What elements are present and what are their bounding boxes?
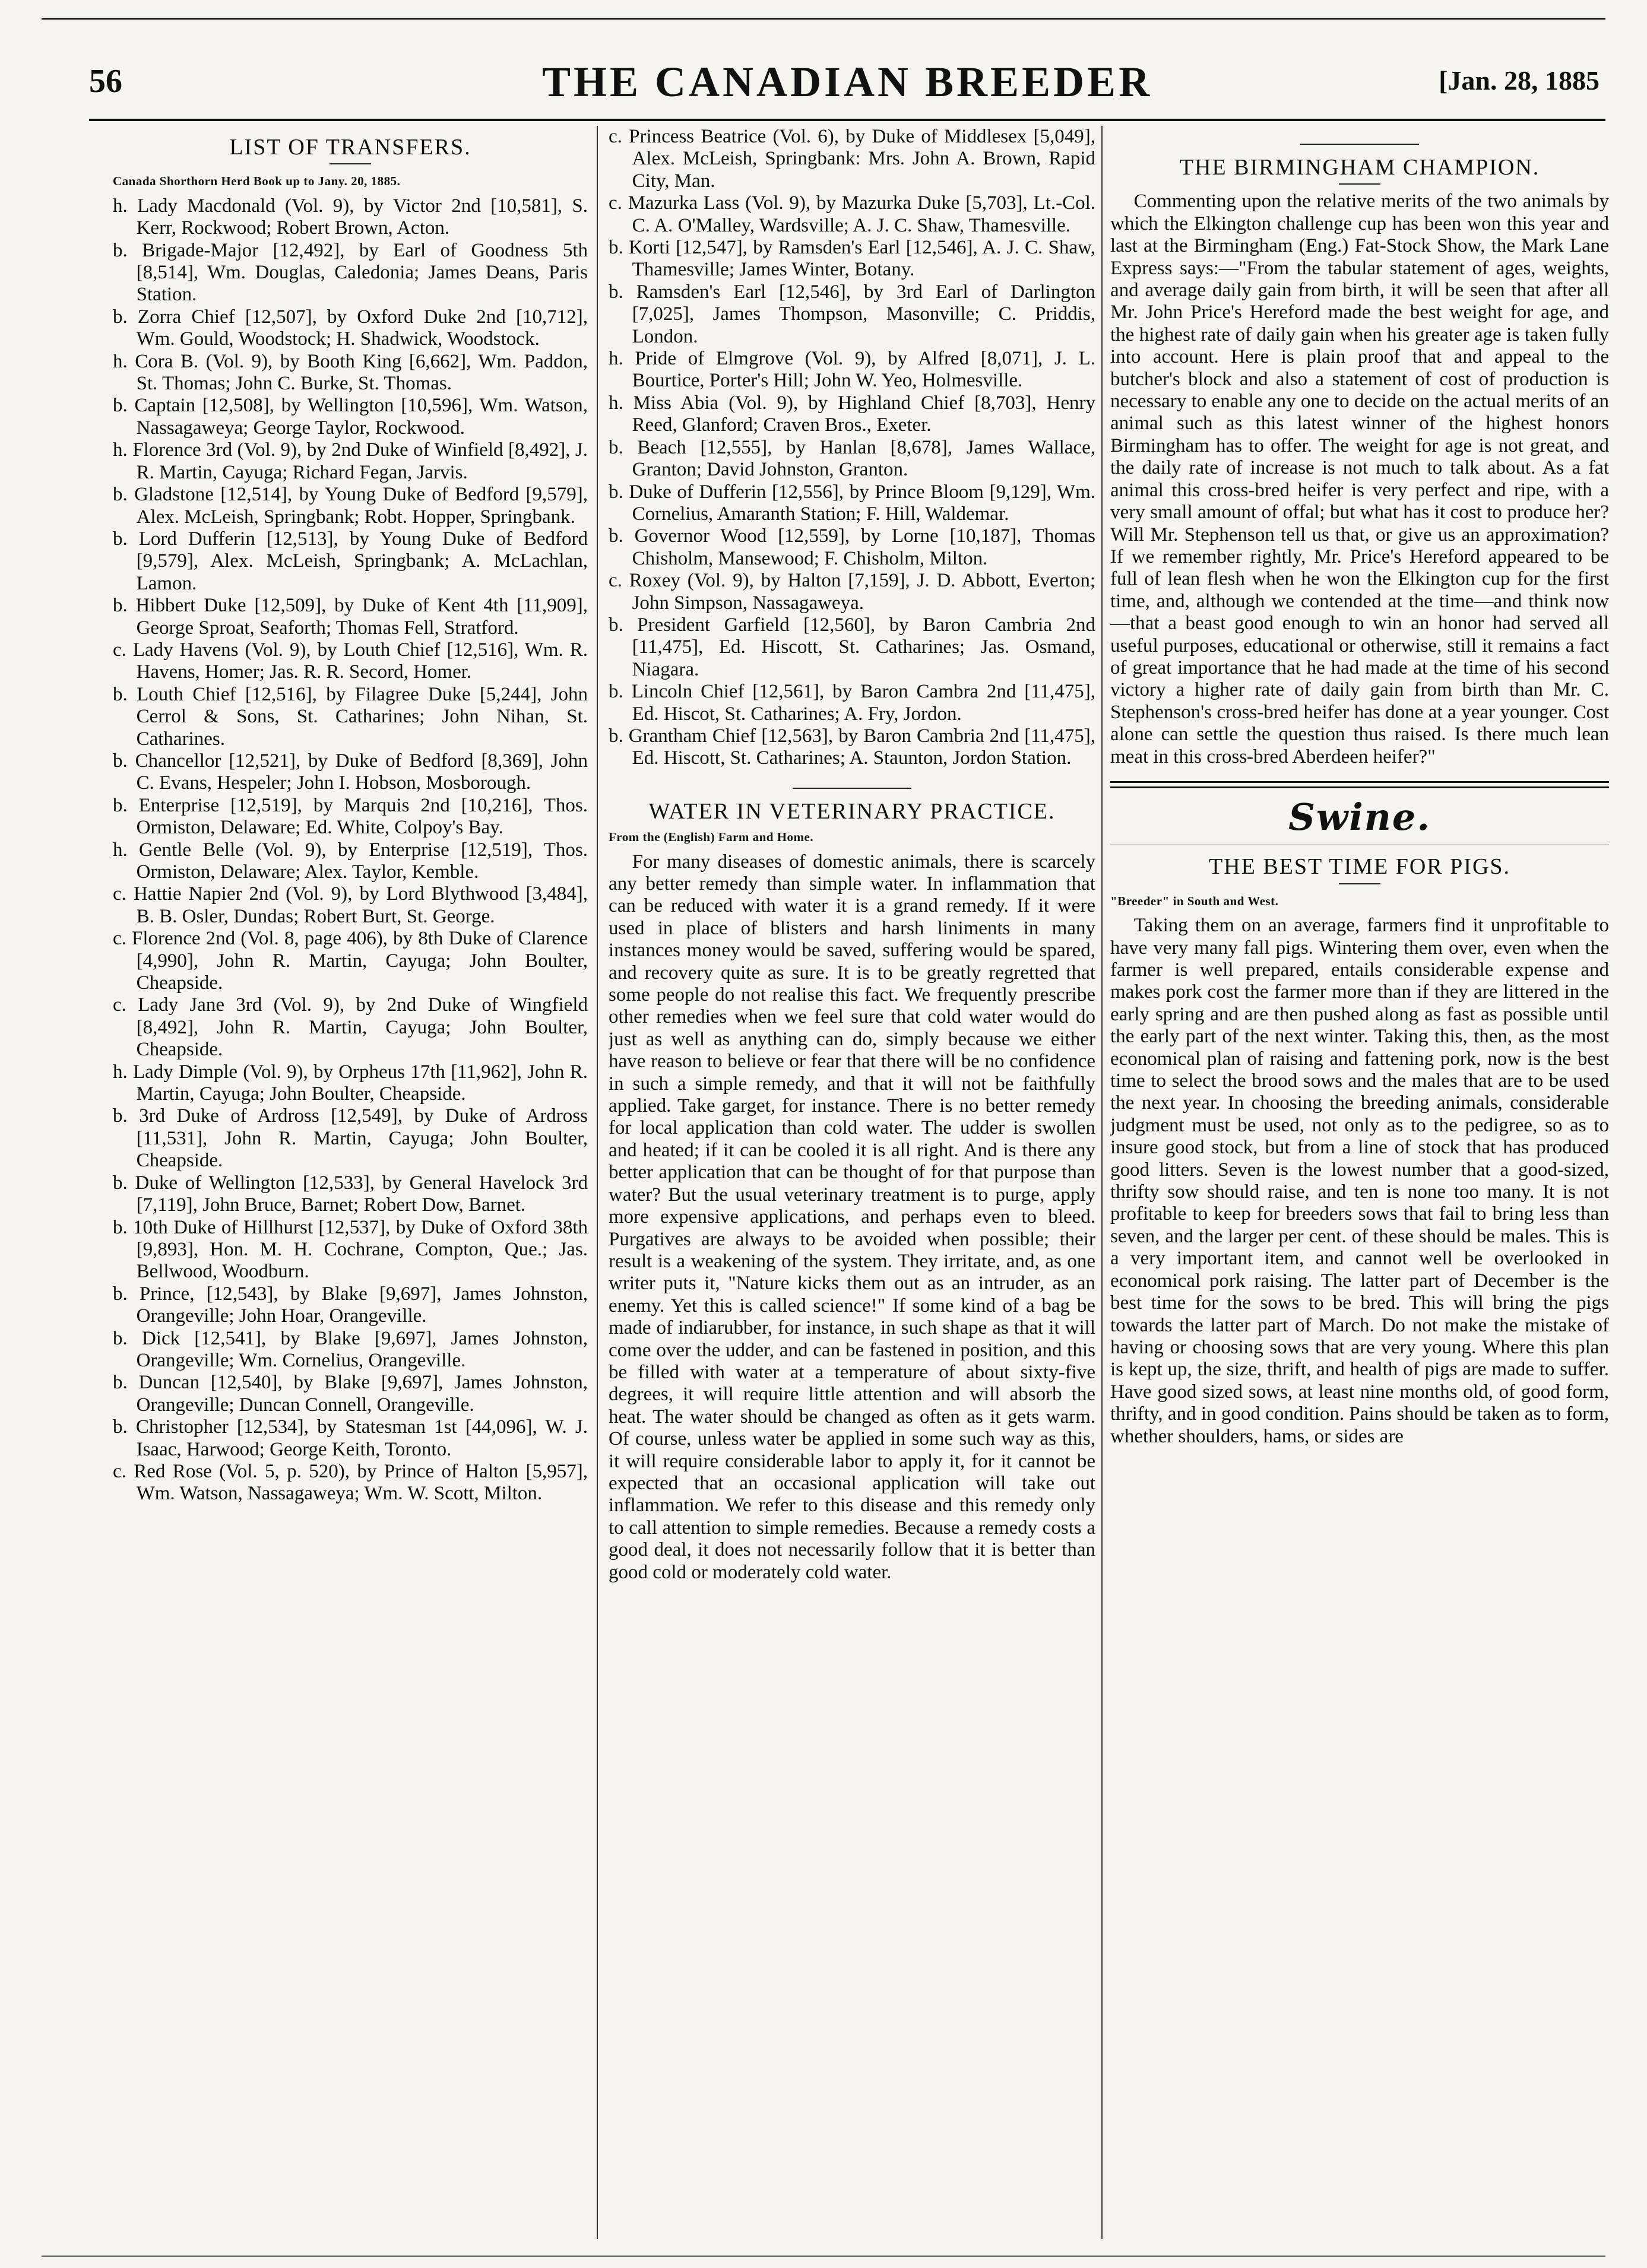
transfer-entry: b. Grantham Chief [12,563], by Baron Cambria 2nd [11,475], Ed. Hiscott, St. Catharines; A. Staunton, Jordon Station. (609, 725, 1095, 769)
section-title-swine: Swine. (1288, 795, 1431, 839)
heading-rule (330, 163, 371, 164)
page-number: 56 (89, 63, 122, 100)
transfer-entry: b. Louth Chief [12,516], by Filagree Duke [5,244], John Cerrol & Sons, St. Catharines; John Nihan, St. Catharines. (113, 683, 588, 750)
transfers-source: Canada Shorthorn Herd Book up to Jany. 20, 1885. (113, 174, 401, 189)
article-paragraph: Commenting upon the relative merits of the two animals by which the Elkington challenge cup has been won this year and last at the Birmingham (Eng.) Fat-Stock Show, the Mark Lane Express says:—"From the tabular statement of ages, weights, and average daily gain from birth, it will be seen that after all Mr. John Price's Hereford made the best weight for age, and the highest rate of daily gain when his greater age is taken fully into account. Here is plain proof that and appeal to the butcher's block and also a statement of cost of production is necessary to enable any one to decide on the actual merits of an animal such as this latest winner of the highest honors Birmingham has to offer. The weight for age is not great, and the daily rate of increase is not much to talk about. As a fat animal this cross-bred heifer is very perfect and ripe, with a very small amount of offal; but what has it cost to produce her? Will Mr. Stephenson tell us that, or give us an approximation? If we remember rightly, Mr. Price's Hereford appeared to be full of lean flesh when he won the Elkington cup for the first time, and, although we contended at the time—and think now—that a beast good enough to win an honor had served all useful purposes, educational or otherwise, still it remains a fact of great importance that he had made at the time of his second victory a higher rate of daily gain from birth than Mr. C. Stephenson's cross-bred heifer has done at a year younger. Cost alone can settle the question thus raised. Is there much lean meat in this cross-bred Aberdeen heifer?" (1110, 191, 1609, 767)
transfer-entry: h. Florence 3rd (Vol. 9), by 2nd Duke of Winfield [8,492], J. R. Martin, Cayuga; Richard Fegan, Jarvis. (113, 439, 588, 483)
column-3 (1110, 126, 1609, 2239)
transfer-entry: c. Mazurka Lass (Vol. 9), by Mazurka Duke [5,703], Lt.-Col. C. A. O'Malley, Wardsville; A. J. C. Shaw, Thamesville. (609, 192, 1095, 236)
transfer-entry: b. Lord Dufferin [12,513], by Young Duke of Bedford [9,579], Alex. McLeish, Springbank; A. McLachlan, Lamon. (113, 528, 588, 594)
pigs-source: "Breeder" in South and West. (1110, 893, 1279, 908)
transfer-entry: h. Pride of Elmgrove (Vol. 9), by Alfred [8,071], J. L. Bourtice, Porter's Hill; John W. Yeo, Holmesville. (609, 348, 1095, 392)
column-1 (113, 126, 588, 2239)
transfer-entry: b. Korti [12,547], by Ramsden's Earl [12,546], A. J. C. Shaw, Thamesville; James Winter, Botany. (609, 237, 1095, 281)
article-paragraph: Taking them on an average, farmers find it unprofitable to have very many fall pigs. Wintering them over, even when the farmer is well prepared, entails considerable expense and makes pork cost the farmer more than if they are littered in the early spring and are then pushed along as fast as possible until the early part of the next winter. Taking this, then, as the most economical plan of raising and fattening pork, now is the best time to select the brood sows and the males that are to be used the next year. In choosing the breeding animals, considerable judgment must be used, not only as to the pedigree, so as to insure good stock, but from a line of stock that has produced good litters. Seven is the lowest number that a good-sized, thrifty sow should raise, and ten is none too many. It is not profitable to keep for breeders sows that fail to bring less than seven, and the larger per cent. of these should be males. This is a very important item, and cannot well be overlooked in economical pork raising. The latter part of December is the best time for the sows to be bred. This will bring the pigs towards the latter part of March. Do not make the mistake of having or choosing sows that are very young. Where this plan is kept up, the size, thrift, and health of pigs are made to suffer. Have good sized sows, at least nine months old, of good form, thrifty, and in good condition. Pains should be taken as to form, whether shoulders, hams, or sides are (1110, 915, 1609, 1447)
publication-title: THE CANADIAN BREEDER (541, 58, 1153, 106)
top-rule (42, 18, 1605, 20)
water-source: From the (English) Farm and Home. (609, 830, 814, 845)
transfer-entry: b. Hibbert Duke [12,509], by Duke of Kent 4th [11,909], George Sproat, Seaforth; Thomas Fell, Stratford. (113, 595, 588, 639)
masthead (89, 58, 1605, 116)
transfer-entry: b. Dick [12,541], by Blake [9,697], James Johnston, Orangeville; Wm. Cornelius, Orangeville. (113, 1327, 588, 1371)
masthead-rule (89, 119, 1605, 121)
transfer-entry: b. Enterprise [12,519], by Marquis 2nd [10,216], Thos. Ormiston, Delaware; Ed. White, Colpoy's Bay. (113, 794, 588, 839)
transfer-entry: b. Christopher [12,534], by Statesman 1st [44,096], W. J. Isaac, Harwood; George Keith, Toronto. (113, 1416, 588, 1460)
transfer-entry: b. Governor Wood [12,559], by Lorne [10,187], Thomas Chisholm, Mansewood; F. Chisholm, Milton. (609, 525, 1095, 569)
transfer-entry: c. Hattie Napier 2nd (Vol. 9), by Lord Blythwood [3,484], B. B. Osler, Dundas; Robert Burt, St. George. (113, 883, 588, 927)
pigs-heading: THE BEST TIME FOR PIGS. (1208, 854, 1511, 880)
transfer-entry: b. 3rd Duke of Ardross [12,549], by Duke of Ardross [11,531], John R. Martin, Cayuga; John Boulter, Cheapside. (113, 1105, 588, 1172)
section-rule (1300, 144, 1419, 145)
transfer-entry: b. Duke of Wellington [12,533], by General Havelock 3rd [7,119], John Bruce, Barnet; Robert Dow, Barnet. (113, 1172, 588, 1216)
transfer-entry: c. Red Rose (Vol. 5, p. 520), by Prince of Halton [5,957], Wm. Watson, Nassagaweya; Wm. W. Scott, Milton. (113, 1460, 588, 1505)
transfer-entry: b. Chancellor [12,521], by Duke of Bedford [8,369], John C. Evans, Hespeler; John I. Hobson, Mosborough. (113, 750, 588, 794)
transfer-entry: b. Duke of Dufferin [12,556], by Prince Bloom [9,129], Wm. Cornelius, Amaranth Station; F. Hill, Waldemar. (609, 481, 1095, 525)
transfer-entry: b. Duncan [12,540], by Blake [9,697], James Johnston, Orangeville; Duncan Connell, Orangeville. (113, 1372, 588, 1416)
transfer-entry: b. Captain [12,508], by Wellington [10,596], Wm. Watson, Nassagaweya; George Taylor, Rockwood. (113, 395, 588, 439)
water-heading: WATER IN VETERINARY PRACTICE. (648, 798, 1056, 824)
transfer-entry: h. Lady Macdonald (Vol. 9), by Victor 2nd [10,581], S. Kerr, Rockwood; Robert Brown, Acton. (113, 195, 588, 239)
column-divider (597, 126, 598, 2239)
column-divider (1101, 126, 1103, 2239)
transfer-entry: b. 10th Duke of Hillhurst [12,537], by Duke of Oxford 38th [9,893], Hon. M. H. Cochrane, Compton, Que.; Jas. Bellwood, Woodburn. (113, 1216, 588, 1283)
transfer-entry: c. Princess Beatrice (Vol. 6), by Duke of Middlesex [5,049], Alex. McLeish, Springbank: Mrs. John A. Brown, Rapid City, Man. (609, 126, 1095, 192)
transfer-entry: c. Lady Havens (Vol. 9), by Louth Chief [12,516], Wm. R. Havens, Homer; Jas. R. R. Secord, Homer. (113, 639, 588, 683)
transfer-entry: c. Roxey (Vol. 9), by Halton [7,159], J. D. Abbott, Everton; John Simpson, Nassagaweya. (609, 570, 1095, 614)
column-2 (609, 126, 1095, 2239)
section-rule (793, 788, 911, 789)
transfer-entry: b. Beach [12,555], by Hanlan [8,678], James Wallace, Granton; David Johnston, Granton. (609, 436, 1095, 481)
issue-date: [Jan. 28, 1885 (1439, 65, 1600, 96)
transfer-entry: h. Gentle Belle (Vol. 9), by Enterprise [12,519], Thos. Ormiston, Delaware; Alex. Taylor, Kemble. (113, 839, 588, 883)
transfers-heading: LIST OF TRANSFERS. (229, 135, 471, 160)
transfer-entry: b. Lincoln Chief [12,561], by Baron Cambra 2nd [11,475], Ed. Hiscot, St. Catharines; A. Fry, Jordon. (609, 681, 1095, 725)
transfer-entry: b. Brigade-Major [12,492], by Earl of Goodness 5th [8,514], Wm. Douglas, Caledonia; James Deans, Paris Station. (113, 239, 588, 306)
transfer-entry: b. Zorra Chief [12,507], by Oxford Duke 2nd [10,712], Wm. Gould, Woodstock; H. Shadwick, Woodstock. (113, 306, 588, 350)
transfer-entry: b. Prince, [12,543], by Blake [9,697], James Johnston, Orangeville; John Hoar, Orangeville. (113, 1283, 588, 1327)
transfer-entry: h. Miss Abia (Vol. 9), by Highland Chief [8,703], Henry Reed, Glanford; Craven Bros., Exeter. (609, 392, 1095, 436)
heading-rule (1339, 183, 1380, 185)
transfer-entry: b. President Garfield [12,560], by Baron Cambria 2nd [11,475], Ed. Hiscott, St. Catharines; Jas. Osmand, Niagara. (609, 614, 1095, 680)
section-double-rule (1110, 781, 1609, 788)
transfer-entry: b. Gladstone [12,514], by Young Duke of Bedford [9,579], Alex. McLeish, Springbank; Robt. Hopper, Springbank. (113, 484, 588, 528)
transfer-entry: h. Cora B. (Vol. 9), by Booth King [6,662], Wm. Paddon, St. Thomas; John C. Burke, St. Thomas. (113, 350, 588, 395)
birmingham-heading: THE BIRMINGHAM CHAMPION. (1179, 155, 1540, 180)
transfer-entry: b. Ramsden's Earl [12,546], by 3rd Earl of Darlington [7,025], James Thompson, Masonville; C. Priddis, London. (609, 281, 1095, 347)
article-paragraph: For many diseases of domestic animals, there is scarcely any better remedy than simple water. In inflammation that can be reduced with water it is a grand remedy. If it were used in place of blisters and harsh liniments in many instances money would be saved, suffering would be spared, and recovery quite as sure. It is to be greatly regretted that some people do not realise this fact. We frequently prescribe other remedies when we feel sure that cold water would do just as well as anything can do, simply because we either have reason to believe or fear that there will be no confidence in such a simple remedy, and that it will not be faithfully applied. Take garget, for instance. There is no better remedy for local application than cold water. The udder is swollen and heated; if it can be cooled it is all right. And is there any better application that can be thought of for that purpose than water? But the usual veterinary treatment is to purge, apply more expensive applications, and perhaps even to bleed. Purgatives are always to be avoided when possible; their result is a weakening of the system. They irritate, and, as one writer puts it, "Nature kicks them out as an intruder, as an enemy. Yet this is called science!" If some kind of a bag be made of indiarubber, for instance, in such shape as that it will come over the udder, and can be fastened in position, and this be filled with water at a temperature of about sixty-five degrees, it will require little attention and will absorb the heat. The water should be changed as often as it gets warm. Of course, unless water be applied in some such way as this, it will require considerable labor to apply it, for it cannot be expected that an occasional application will take out inflammation. We refer to this disease and this remedy only to call attention to simple remedies. Because a remedy costs a good deal, it does not necessarily follow that it is better than good cold or moderately cold water. (609, 851, 1095, 1583)
transfer-entry: c. Lady Jane 3rd (Vol. 9), by 2nd Duke of Wingfield [8,492], John R. Martin, Cayuga; John Boulter, Cheapside. (113, 994, 588, 1061)
transfer-entry: c. Florence 2nd (Vol. 8, page 406), by 8th Duke of Clarence [4,990], John R. Martin, Cayuga; John Boulter, Cheapside. (113, 928, 588, 994)
transfer-entry: h. Lady Dimple (Vol. 9), by Orpheus 17th [11,962], John R. Martin, Cayuga; John Boulter, Cheapside. (113, 1061, 588, 1105)
heading-rule (1339, 883, 1380, 884)
bottom-rule (42, 2256, 1605, 2257)
